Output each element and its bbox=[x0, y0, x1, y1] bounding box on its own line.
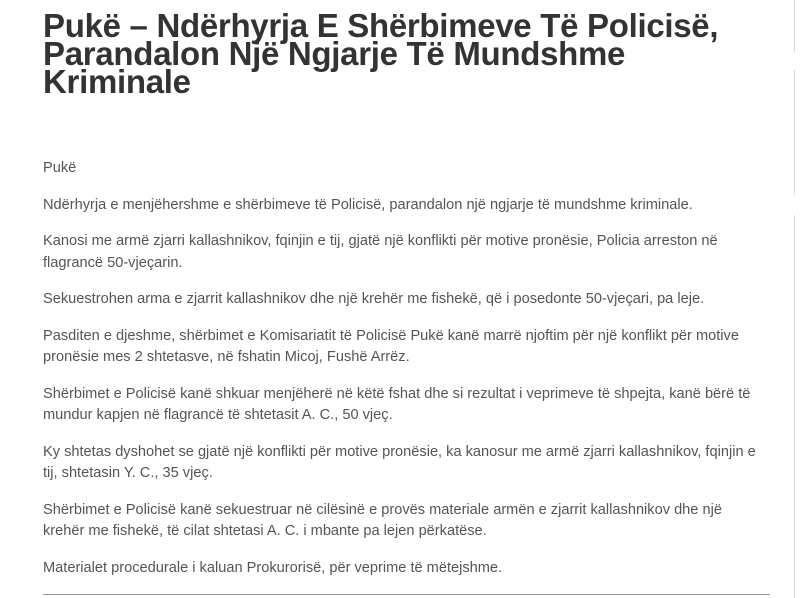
sidebar-border bbox=[794, 215, 795, 598]
paragraph: Materialet procedurale i kaluan Prokurorisë, për veprime të mëtejshme. bbox=[43, 559, 503, 576]
article-body bbox=[43, 158, 783, 579]
sidebar-border bbox=[794, 0, 795, 52]
sidebar-border bbox=[794, 70, 795, 195]
paragraph: Ndërhyrja e menjëhershme e shërbimeve të Policisë, parandalon një ngjarje të mundshme kriminale. bbox=[43, 196, 693, 213]
bottom-divider bbox=[43, 594, 770, 595]
paragraph: Shërbimet e Policisë kanë sekuestruar në cilësinë e provës materiale armën e zjarrit kallashnikov dhe një krehër me fishekë, të cilat shtetasi A. C. i mbante pa lejen përkatëse. bbox=[43, 501, 722, 539]
paragraph: Kanosi me armë zjarri kallashnikov, fqinjin e tij, gjatë një konflikti për motive pronësie, Policia arreston në flagrancë 50-vjeçarin. bbox=[43, 233, 718, 271]
paragraph: Ky shtetas dyshohet se gjatë një konflikti për motive pronësie, ka kanosur me armë zjarri kallashnikov, fqinjin e tij, shtetasin Y. C., 35 vjeç. bbox=[43, 443, 756, 481]
paragraph: Sekuestrohen arma e zjarrit kallashnikov dhe një krehër me fishekë, që i posedonte 50-vjeçari, pa leje. bbox=[43, 291, 705, 307]
paragraph: Pasditen e djeshme, shërbimet e Komisariatit të Policisë Pukë kanë marrë njoftim për një konflikt për motive pronësie mes 2 shtetasve, në fshatin Micoj, Fushë Arrëz. bbox=[43, 327, 739, 365]
article-title: Pukë – Ndërhyrja E Shërbimeve Të Policisë, Parandalon Një Ngjarje Të Mundshme Kriminale bbox=[43, 7, 719, 100]
paragraph-location: Pukë bbox=[43, 160, 77, 176]
paragraph: Shërbimet e Policisë kanë shkuar menjëherë në këtë fshat dhe si rezultat i veprimeve të shpejta, kanë bërë të mundur kapjen në flagrancë të shtetasit A. C., 50 vjeç. bbox=[43, 385, 751, 423]
article bbox=[43, 0, 783, 594]
